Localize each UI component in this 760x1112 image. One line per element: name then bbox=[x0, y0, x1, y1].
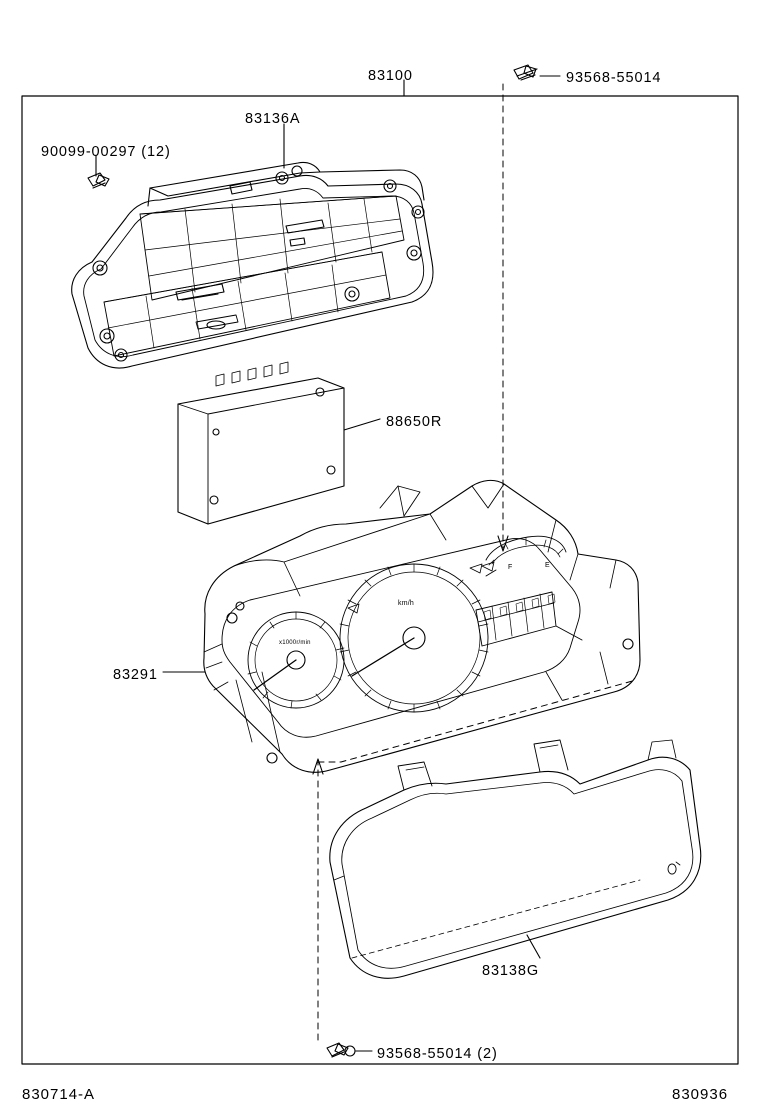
gauge-label-fuel-empty: E bbox=[545, 562, 550, 569]
gauge-label-fuel-full: F bbox=[508, 564, 513, 571]
label-88650r: 88650R bbox=[386, 414, 443, 430]
part-83138g-lens bbox=[330, 740, 701, 978]
leader-88650r bbox=[344, 419, 380, 430]
part-83136a-housing bbox=[72, 162, 433, 368]
diagram-border bbox=[22, 96, 738, 1064]
figure-code-right: 830936 bbox=[672, 1086, 729, 1103]
part-83291-cluster bbox=[204, 480, 640, 772]
figure-code-left: 830714-A bbox=[22, 1086, 96, 1103]
screw-93568-bottom bbox=[327, 1043, 355, 1057]
alignment-dashes bbox=[318, 680, 636, 762]
label-83100: 83100 bbox=[368, 68, 413, 84]
label-83136a: 83136A bbox=[245, 111, 301, 127]
label-83138g: 83138G bbox=[482, 963, 539, 979]
gauge-label-kmh: km/h bbox=[398, 600, 414, 607]
label-93568-bottom: 93568-55014 (2) bbox=[377, 1046, 498, 1062]
gauge-label-rpm: x1000r/min bbox=[279, 640, 311, 646]
label-90099: 90099-00297 (12) bbox=[41, 144, 171, 160]
screw-90099 bbox=[88, 173, 109, 188]
part-88650r-module bbox=[178, 362, 344, 524]
screw-93568-top bbox=[514, 65, 537, 80]
label-93568-top: 93568-55014 bbox=[566, 70, 662, 86]
indicator-lamp-block bbox=[476, 592, 582, 646]
label-83291: 83291 bbox=[113, 667, 158, 683]
